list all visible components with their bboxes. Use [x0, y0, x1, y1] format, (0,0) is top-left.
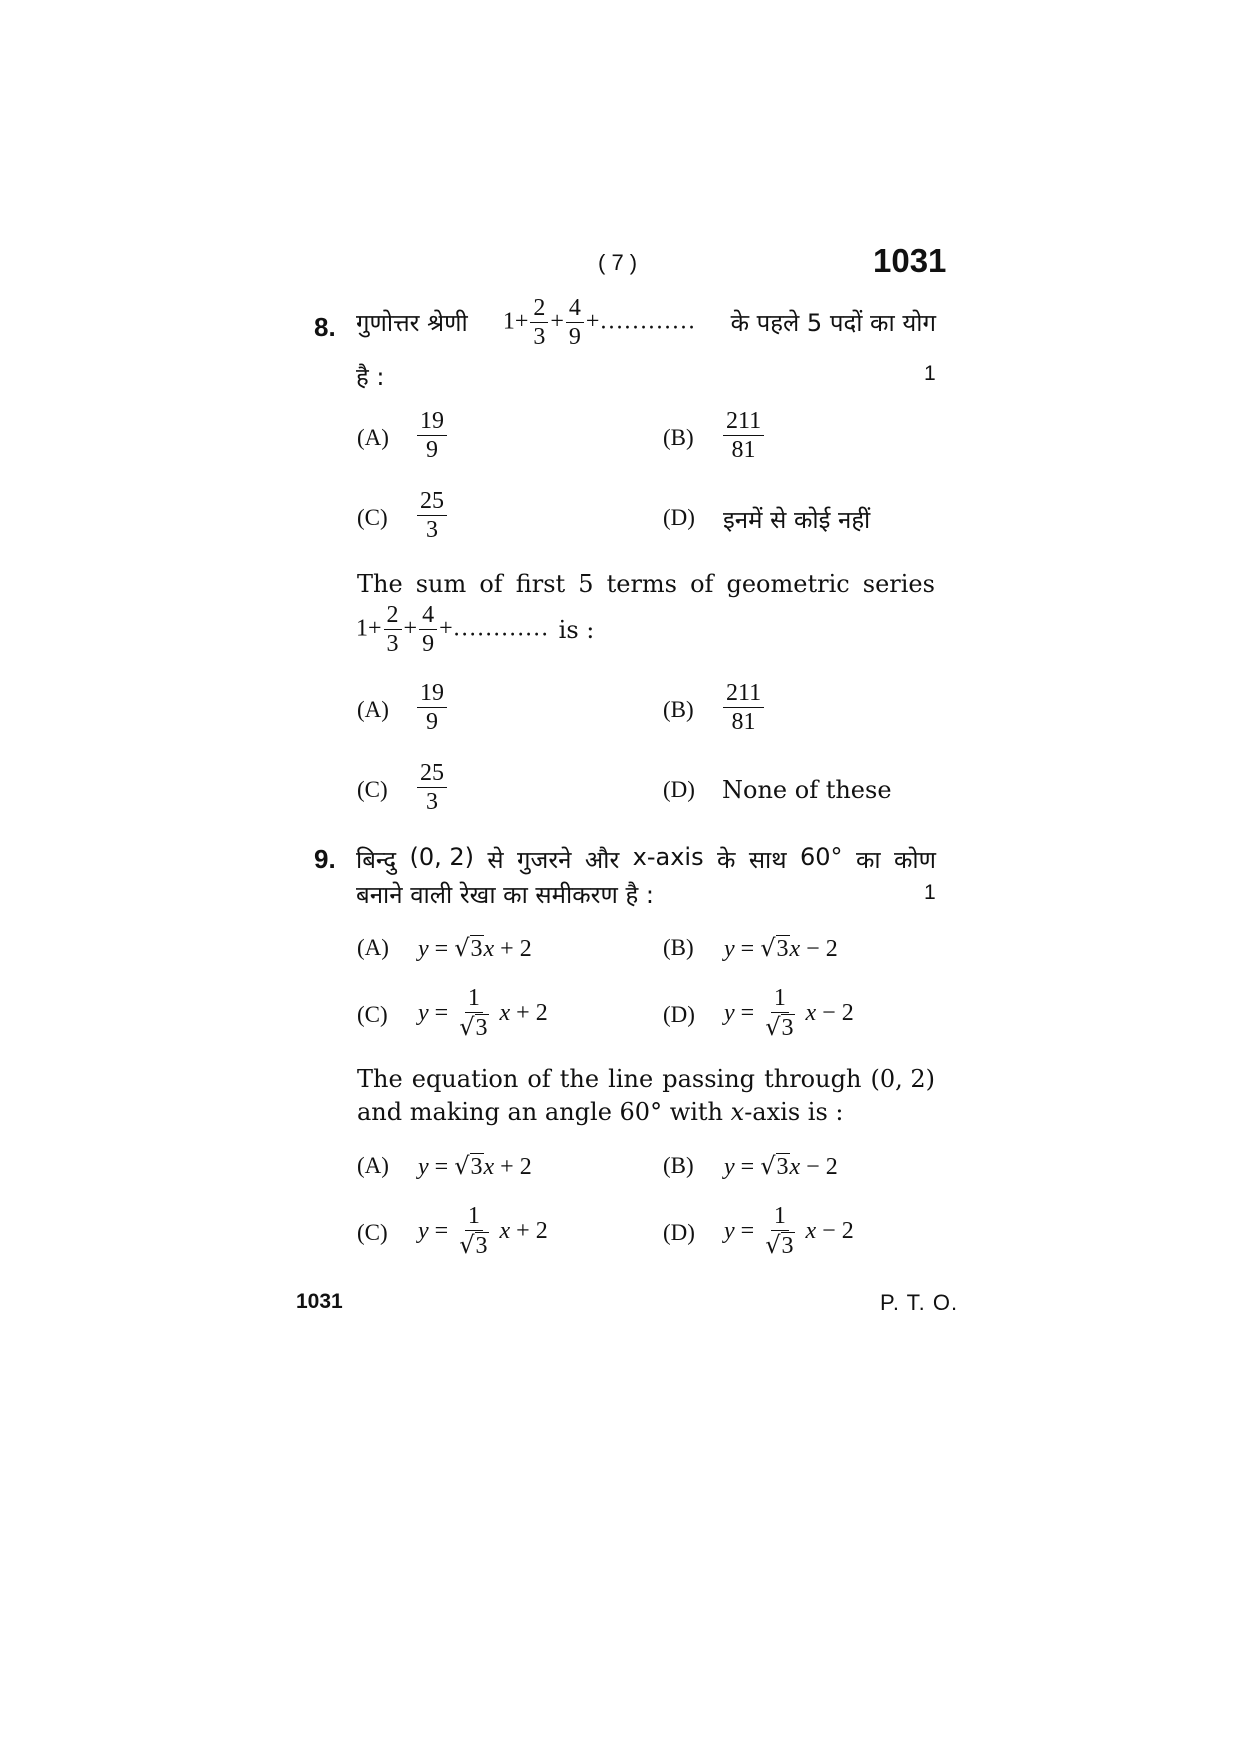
- option-a-label: (A): [357, 1153, 389, 1178]
- numerator: 25: [417, 760, 447, 788]
- denominator: 9: [422, 631, 435, 658]
- option-b-value: [721, 680, 766, 736]
- constant: − 2: [806, 936, 838, 962]
- option-d-value: इनमें से कोई नहीं: [723, 506, 871, 534]
- denominator: [456, 1013, 491, 1041]
- word: और: [584, 846, 620, 874]
- var-y: y: [724, 999, 735, 1026]
- question-number: 8.: [314, 312, 336, 342]
- option-a-value: [418, 934, 532, 963]
- word: गुजरने: [517, 846, 572, 874]
- equals: =: [740, 1154, 755, 1180]
- denominator: 9: [568, 324, 581, 351]
- q8-hindi-line-1: [356, 295, 936, 351]
- var-y: y: [418, 999, 429, 1026]
- option-d-value: [724, 1203, 854, 1260]
- option-c-label: (C): [357, 1220, 388, 1245]
- denominator: 9: [426, 709, 438, 736]
- denominator: 9: [426, 437, 438, 464]
- equals: =: [434, 999, 449, 1026]
- q8-english-line-2: [356, 602, 594, 658]
- word: 60°: [800, 843, 843, 871]
- constant: + 2: [516, 1217, 548, 1244]
- q9-english-line-2: [357, 1098, 843, 1126]
- word: The: [357, 570, 403, 598]
- denominator: 3: [426, 789, 438, 816]
- numerator: 4: [566, 295, 584, 323]
- question-number: 9.: [314, 844, 336, 874]
- constant: − 2: [822, 999, 854, 1026]
- footer-paper-code: 1031: [296, 1290, 343, 1313]
- q9-english-line-1: [357, 1065, 935, 1093]
- var-x: x: [789, 1154, 801, 1180]
- q8-english-suffix: is :: [558, 615, 595, 644]
- equals: =: [740, 1217, 755, 1244]
- option-a-label: (A): [357, 697, 389, 722]
- sqrt-symbol: √: [760, 1152, 776, 1180]
- option-d-label: (D): [663, 1002, 695, 1027]
- radicand: 3: [475, 1233, 488, 1260]
- word: sum: [415, 570, 467, 598]
- fraction: [456, 985, 491, 1042]
- option-b-value: [724, 934, 838, 963]
- var-x: x: [805, 999, 817, 1026]
- option-c-value: [418, 985, 548, 1042]
- denominator: 3: [533, 324, 546, 351]
- equals: =: [434, 936, 449, 962]
- word: के: [717, 846, 736, 874]
- denominator: [762, 1013, 797, 1041]
- denominator: 81: [731, 437, 756, 464]
- q9-hindi-line-1: [356, 843, 936, 876]
- option-a-label: (A): [357, 425, 389, 450]
- numerator: 25: [417, 488, 447, 516]
- numerator: 1: [771, 1203, 789, 1231]
- var-x: x: [730, 1098, 745, 1126]
- numerator: 1: [465, 1203, 483, 1231]
- denominator: 81: [731, 709, 756, 736]
- var-y: y: [724, 936, 735, 962]
- word: 5: [578, 570, 594, 598]
- word: through: [764, 1065, 862, 1093]
- q8-marks: 1: [924, 362, 936, 385]
- fraction: [417, 760, 447, 816]
- radicand: 3: [776, 1154, 789, 1180]
- word: (0, 2): [409, 843, 475, 871]
- ellipsis: …………: [599, 308, 696, 335]
- numerator: 1: [465, 985, 483, 1013]
- denominator: [762, 1231, 797, 1259]
- denominator: 3: [386, 631, 399, 658]
- word: से: [487, 846, 504, 874]
- fraction: [762, 985, 797, 1042]
- word: साथ: [748, 846, 787, 874]
- numerator: 211: [723, 680, 764, 708]
- option-b-value: [721, 408, 766, 464]
- var-y: y: [724, 1154, 735, 1180]
- numerator: 211: [723, 408, 764, 436]
- option-a-value: [415, 680, 449, 736]
- fraction: [456, 1203, 491, 1260]
- constant: − 2: [822, 1217, 854, 1244]
- var-y: y: [418, 936, 429, 962]
- constant: + 2: [500, 1154, 532, 1180]
- ellipsis: …………: [452, 615, 549, 642]
- word: geometric: [726, 570, 850, 598]
- var-y: y: [418, 1217, 429, 1244]
- fraction: [723, 680, 764, 736]
- fraction: [762, 1203, 797, 1260]
- word: of: [479, 570, 503, 598]
- var-x: x: [499, 999, 511, 1026]
- radicand: 3: [475, 1015, 488, 1042]
- q8-series: 1+ $\frac{2}{3}$ + $\frac{4}{9}$ +…………: [502, 295, 696, 351]
- word: series: [862, 570, 935, 598]
- radicand: 3: [470, 936, 483, 962]
- radicand: 3: [776, 936, 789, 962]
- option-c-label: (C): [357, 1002, 388, 1027]
- constant: + 2: [516, 999, 548, 1026]
- fraction: [417, 488, 447, 544]
- word: x-axis: [632, 843, 704, 871]
- denominator: [456, 1231, 491, 1259]
- option-d-value: [724, 985, 854, 1042]
- constant: + 2: [500, 936, 532, 962]
- equals: =: [434, 1217, 449, 1244]
- q9-marks: 1: [924, 881, 936, 904]
- var-y: y: [724, 1217, 735, 1244]
- word: first: [515, 570, 566, 598]
- option-d-label: (D): [663, 505, 695, 530]
- word: The: [357, 1065, 403, 1093]
- word: of: [527, 1065, 551, 1093]
- radicand: 3: [781, 1015, 794, 1042]
- word: का: [855, 846, 881, 874]
- option-c-value: [418, 1203, 548, 1260]
- option-d-value: None of these: [722, 776, 892, 804]
- option-c-value: [415, 488, 449, 544]
- constant: − 2: [806, 1154, 838, 1180]
- word: बिन्दु: [356, 846, 397, 874]
- var-x: x: [499, 1217, 511, 1244]
- word: of: [690, 570, 714, 598]
- sqrt-symbol: √: [765, 1013, 781, 1042]
- numerator: 19: [417, 408, 447, 436]
- sqrt-symbol: √: [454, 1152, 470, 1180]
- option-a-value: [415, 408, 449, 464]
- numerator: 1: [771, 985, 789, 1013]
- q8-hindi-suffix: के पहले 5 पदों का योग: [730, 309, 936, 338]
- var-x: x: [805, 1217, 817, 1244]
- q8-series-en: 1+ $\frac{2}{3}$ + $\frac{4}{9}$ +…………: [356, 602, 549, 658]
- fraction: [566, 295, 584, 351]
- series-term: 1: [356, 615, 368, 642]
- option-a-label: (A): [357, 935, 389, 960]
- var-x: x: [483, 936, 495, 962]
- q8-hindi-line-2: है :: [356, 363, 385, 391]
- option-b-label: (B): [663, 425, 694, 450]
- numerator: 2: [530, 295, 548, 323]
- option-a-value: [418, 1152, 532, 1181]
- sqrt-symbol: √: [765, 1231, 781, 1260]
- var-y: y: [418, 1154, 429, 1180]
- radicand: 3: [470, 1154, 483, 1180]
- var-x: x: [483, 1154, 495, 1180]
- sqrt-symbol: √: [454, 934, 470, 962]
- option-b-label: (B): [663, 935, 694, 960]
- option-c-value: [415, 760, 449, 816]
- sqrt-symbol: √: [760, 934, 776, 962]
- q8-english-line-1: [357, 570, 935, 598]
- sqrt-symbol: √: [459, 1231, 475, 1260]
- var-x: x: [789, 936, 801, 962]
- sqrt-symbol: √: [459, 1013, 475, 1042]
- word: (0, 2): [870, 1065, 935, 1093]
- fraction: [417, 408, 447, 464]
- numerator: 4: [419, 602, 437, 630]
- radicand: 3: [781, 1233, 794, 1260]
- option-c-label: (C): [357, 505, 388, 530]
- paper-code: 1031: [873, 242, 947, 279]
- numerator: 19: [417, 680, 447, 708]
- pto-label: P. T. O.: [880, 1290, 959, 1315]
- option-c-label: (C): [357, 777, 388, 802]
- option-d-label: (D): [663, 1220, 695, 1245]
- fraction: [723, 408, 764, 464]
- word: कोण: [893, 846, 936, 874]
- equals: =: [434, 1154, 449, 1180]
- q8-hindi-prefix: गुणोत्तर श्रेणी: [356, 309, 468, 338]
- word: passing: [662, 1065, 756, 1093]
- fraction: [417, 680, 447, 736]
- equals: =: [740, 936, 755, 962]
- page-number: ( 7 ): [598, 250, 638, 275]
- option-b-label: (B): [663, 697, 694, 722]
- fraction: [419, 602, 437, 658]
- fraction: [384, 602, 402, 658]
- text: -axis is :: [744, 1098, 844, 1126]
- text: and making an angle 60° with: [357, 1098, 731, 1126]
- option-d-label: (D): [663, 777, 695, 802]
- denominator: 3: [426, 517, 438, 544]
- word: equation: [411, 1065, 519, 1093]
- option-b-label: (B): [663, 1153, 694, 1178]
- option-b-value: [724, 1152, 838, 1181]
- word: line: [608, 1065, 654, 1093]
- fraction: [530, 295, 548, 351]
- series-term: 1: [502, 308, 515, 335]
- numerator: 2: [384, 602, 402, 630]
- word: terms: [606, 570, 677, 598]
- q9-hindi-line-2: बनाने वाली रेखा का समीकरण है :: [356, 881, 654, 909]
- equals: =: [740, 999, 755, 1026]
- word: the: [559, 1065, 600, 1093]
